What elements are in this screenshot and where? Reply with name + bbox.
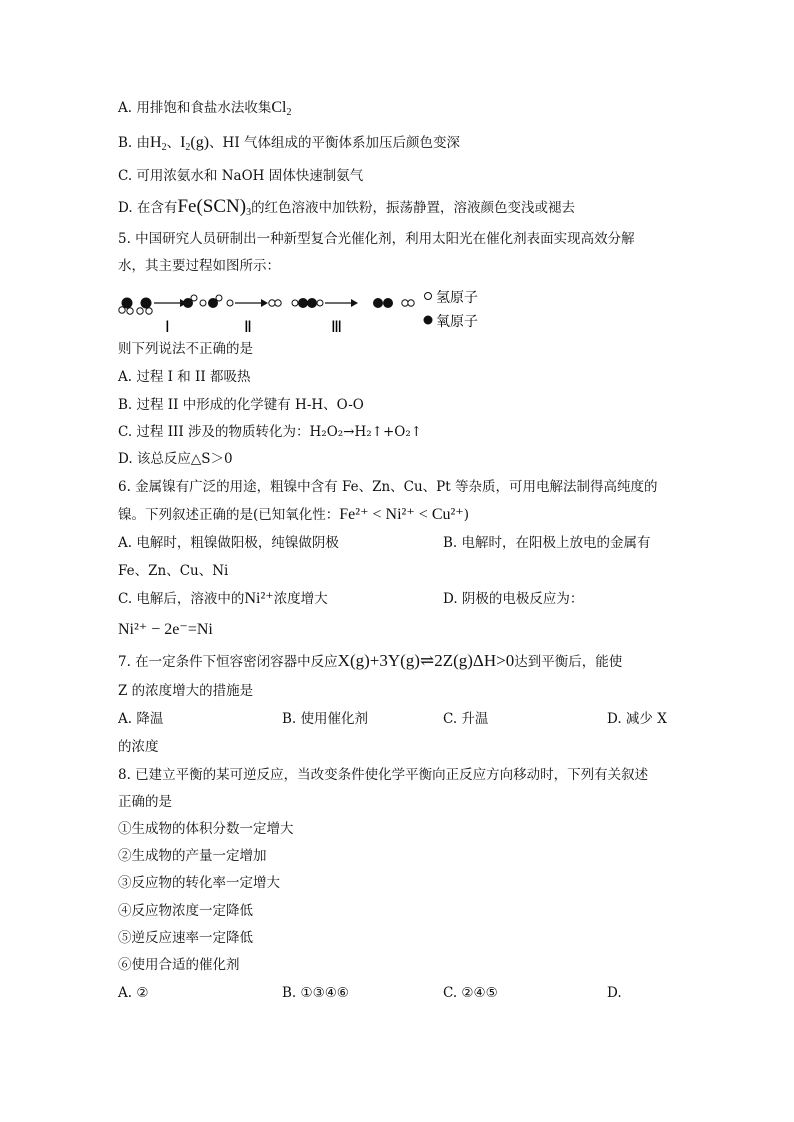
q6-option-a: A. 电解时，粗镍做阳极，纯镍做阴极 <box>118 535 339 551</box>
q6-option-d: D. 阴极的电极反应为： <box>443 591 584 607</box>
q4-option-a-formula: $Cl_2$ <box>271 99 292 118</box>
water-splitting-diagram <box>118 290 498 338</box>
q4-option-b: B. 由$H_2$、$I_2(g)$、HI 气体组成的平衡体系加压后颜色变深 <box>118 134 460 153</box>
hydrogen-molecule-1 <box>269 300 281 306</box>
q8-option-b: B. ①③④⑥ <box>282 985 349 1001</box>
q6-option-b-continued: Fe、Zn、Cu、Ni <box>118 563 229 579</box>
q7-stem-line2: Z 的浓度增大的措施是 <box>118 683 254 699</box>
step-2-label: Ⅱ <box>244 319 252 336</box>
q4-option-b-h2: $H_2$ <box>150 134 167 153</box>
q6-option-c-formula: Ni²⁺ <box>244 590 274 607</box>
hydrogen-molecule-2 <box>402 300 414 306</box>
q7-reaction-formula: X(g)+3Y(g)⇌2Z(g)ΔH>0 <box>337 651 515 670</box>
q5-option-d: D. 该总反应△S＞0 <box>118 451 233 467</box>
q6-option-c: C. 电解后，溶液中的Ni²⁺浓度增大 <box>118 590 328 607</box>
oxygen-legend-icon <box>424 316 433 325</box>
oxygen-molecule <box>373 298 393 308</box>
q7-stem-line1: 7. 在一定条件下恒容密闭容器中反应X(g)+3Y(g)⇌2Z(g)ΔH>0达到平衡后，能使 <box>118 651 623 670</box>
q4-option-b-i2: $I_2(g)$ <box>180 134 210 153</box>
q7-option-c: C. 升温 <box>443 711 489 727</box>
q5-option-c: C. 过程 III 涉及的物质转化为：H₂O₂→H₂↑+O₂↑ <box>118 424 423 440</box>
q4-option-a-text: A. 用排饱和食盐水法收集 <box>118 100 272 116</box>
q7-option-d: D. 减少 X <box>607 711 667 727</box>
q5-question: 则下列说法不正确的是 <box>118 341 253 357</box>
q4-option-c: C. 可用浓氨水和 NaOH 固体快速制氨气 <box>118 168 364 184</box>
q4-option-d-formula: $Fe(SCN)_3$ <box>177 196 252 218</box>
q8-stem-line1: 8. 已建立平衡的某可逆反应，当改变条件使化学平衡向正反应方向移动时，下列有关叙述 <box>118 767 649 783</box>
q8-statement-1: ①生成物的体积分数一定增大 <box>118 821 294 837</box>
hydrogen-peroxide <box>292 298 323 308</box>
q8-statement-3: ③反应物的转化率一定增大 <box>118 875 280 891</box>
q6-option-d-formula: Ni²⁺ − 2e⁻=Ni <box>118 621 213 638</box>
q7-option-a: A. 降温 <box>118 711 164 727</box>
q8-option-c: C. ②④⑤ <box>443 985 498 1001</box>
q8-statement-2: ②生成物的产量一定增加 <box>118 848 267 864</box>
q8-option-a: A. ② <box>118 985 149 1001</box>
step-3-label: Ⅲ <box>331 319 343 336</box>
q5-stem-line1: 5. 中国研究人员研制出一种新型复合光催化剂，利用太阳光在催化剂表面实现高效分解 <box>118 231 635 247</box>
hydrogen-legend-icon <box>425 293 432 300</box>
q8-statement-5: ⑤逆反应速率一定降低 <box>118 930 253 946</box>
q7-option-d-continued: 的浓度 <box>118 739 159 755</box>
water-molecules <box>119 298 152 315</box>
q8-statement-4: ④反应物浓度一定降低 <box>118 903 253 919</box>
hydrogen-legend-label: 氢原子 <box>436 290 478 306</box>
q5-stem-line2: 水，其主要过程如图所示： <box>118 258 280 274</box>
q4-option-a <box>118 98 291 123</box>
q8-stem-line2: 正确的是 <box>118 794 172 810</box>
q5-option-a: A. 过程 I 和 II 都吸热 <box>118 369 251 385</box>
step-1-label: Ⅰ <box>165 319 170 336</box>
q6-oxidizing-order: Fe²⁺ < Ni²⁺ < Cu²⁺ <box>339 506 464 523</box>
arrow-2-head <box>261 299 268 307</box>
q6-option-b: B. 电解时，在阳极上放电的金属有 <box>443 535 651 551</box>
q7-option-b: B. 使用催化剂 <box>282 711 369 727</box>
intermediates-1 <box>183 295 233 308</box>
q6-stem-line1: 6. 金属镍有广泛的用途，粗镍中含有 Fe、Zn、Cu、Pt 等杂质，可用电解法制得高纯度的 <box>118 479 658 495</box>
q8-statement-6: ⑥使用合适的催化剂 <box>118 957 240 973</box>
q5-option-b: B. 过程 II 中形成的化学键有 H-H、O-O <box>118 397 364 413</box>
arrow-3-head <box>351 299 358 307</box>
q8-option-d: D. <box>607 985 622 1001</box>
q6-stem-line2: 镍。下列叙述正确的是(已知氧化性：Fe²⁺ < Ni²⁺ < Cu²⁺) <box>118 506 470 523</box>
oxygen-legend-label: 氧原子 <box>436 314 478 330</box>
q4-option-d: D. 在含有$Fe(SCN)_3$的红色溶液中加铁粉，振荡静置，溶液颜色变浅或褪去 <box>118 196 576 218</box>
